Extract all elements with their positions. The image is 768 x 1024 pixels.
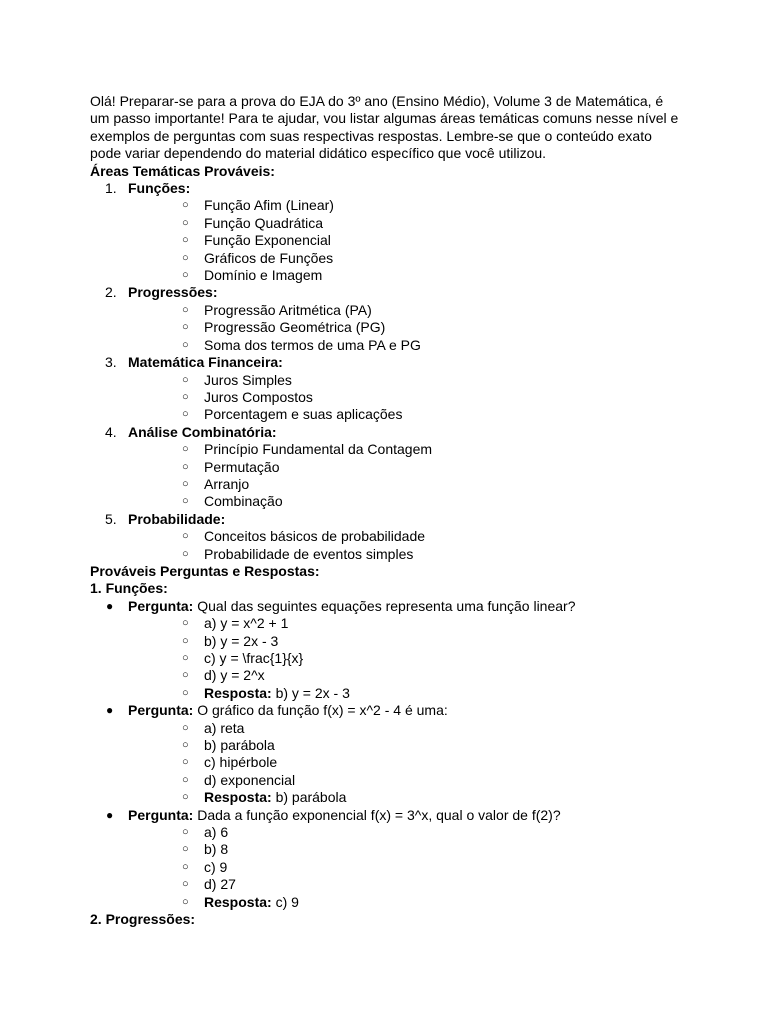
circle-bullet-icon: ○	[182, 495, 189, 508]
list-item-text: Função Exponencial	[204, 232, 331, 249]
answer-label: Resposta:	[204, 684, 272, 701]
answer-label: Resposta:	[204, 789, 272, 806]
list-item-text: Probabilidade de eventos simples	[204, 545, 414, 562]
circle-bullet-icon: ○	[182, 756, 189, 769]
list-item	[128, 772, 686, 789]
list-item	[128, 232, 686, 249]
list-item	[128, 476, 686, 493]
list-item-text: Função Afim (Linear)	[204, 197, 334, 214]
circle-bullet-icon: ○	[182, 269, 189, 282]
list-item	[128, 667, 686, 684]
area-subtopics	[128, 197, 686, 284]
disc-bullet-icon: ●	[106, 598, 114, 613]
area-item	[90, 180, 686, 284]
question-options	[128, 615, 686, 702]
list-item	[128, 250, 686, 267]
document-body	[90, 93, 686, 929]
question-line	[128, 598, 686, 615]
list-item-text: a) y = x^2 + 1	[204, 615, 289, 632]
list-item-text: Progressão Aritmética (PA)	[204, 301, 372, 318]
circle-bullet-icon: ○	[182, 199, 189, 212]
list-item	[128, 528, 686, 545]
list-item-text: Soma dos termos de uma PA e PG	[204, 336, 421, 353]
circle-bullet-icon: ○	[182, 530, 189, 543]
list-item-text: a) 6	[204, 824, 229, 841]
circle-bullet-icon: ○	[182, 826, 189, 839]
answer-item	[128, 789, 686, 806]
disc-bullet-icon: ●	[106, 807, 114, 822]
list-item-text: d) y = 2^x	[204, 667, 265, 684]
list-item	[128, 841, 686, 858]
list-item	[128, 406, 686, 423]
qa-section-2-title: 2. Progressões:	[90, 911, 196, 928]
list-item-text: c) 9	[204, 858, 228, 875]
circle-bullet-icon: ○	[182, 547, 189, 560]
list-item	[128, 876, 686, 893]
list-item-text: Gráficos de Funções	[204, 249, 334, 266]
circle-bullet-icon: ○	[182, 634, 189, 647]
list-item	[128, 267, 686, 284]
circle-bullet-icon: ○	[182, 686, 189, 699]
area-subtopics	[128, 528, 686, 563]
list-item-text: Princípio Fundamental da Contagem	[204, 441, 433, 458]
circle-bullet-icon: ○	[182, 477, 189, 490]
circle-bullet-icon: ○	[182, 460, 189, 473]
list-item-text: c) hipérbole	[204, 754, 278, 771]
list-item-text: d) 27	[204, 876, 236, 893]
circle-bullet-icon: ○	[182, 843, 189, 856]
list-item-text: Progressão Geométrica (PG)	[204, 319, 386, 336]
question-label: Pergunta:	[128, 806, 194, 823]
question-item	[90, 702, 686, 806]
circle-bullet-icon: ○	[182, 321, 189, 334]
area-item	[90, 511, 686, 563]
list-item	[128, 546, 686, 563]
area-title: Probabilidade:	[128, 510, 226, 527]
question-line	[128, 807, 686, 824]
circle-bullet-icon: ○	[182, 251, 189, 264]
list-item-text: Domínio e Imagem	[204, 267, 323, 284]
question-text: Dada a função exponencial f(x) = 3^x, qual o valor de f(2)?	[197, 806, 561, 823]
answer-text: b) y = 2x - 3	[275, 684, 350, 701]
list-item-text: Juros Compostos	[204, 388, 313, 405]
list-item	[128, 650, 686, 667]
area-title: Funções:	[128, 180, 191, 197]
list-item	[128, 302, 686, 319]
question-text: Qual das seguintes equações representa uma função linear?	[197, 597, 576, 614]
list-item-text: Combinação	[204, 493, 283, 510]
area-number: 5.	[105, 510, 117, 527]
list-item	[128, 389, 686, 406]
list-item-text: Conceitos básicos de probabilidade	[204, 528, 426, 545]
list-item-text: Permutação	[204, 458, 280, 475]
area-item	[90, 424, 686, 511]
area-number: 4.	[105, 423, 117, 440]
list-item-text: Juros Simples	[204, 371, 292, 388]
list-item	[128, 372, 686, 389]
circle-bullet-icon: ○	[182, 303, 189, 316]
list-item	[128, 197, 686, 214]
circle-bullet-icon: ○	[182, 895, 189, 908]
area-item	[90, 284, 686, 354]
area-subtopics	[128, 372, 686, 424]
circle-bullet-icon: ○	[182, 373, 189, 386]
list-item-text: Porcentagem e suas aplicações	[204, 406, 403, 423]
list-item-text: c) y = \frac{1}{x}	[204, 650, 304, 666]
circle-bullet-icon: ○	[182, 652, 189, 664]
circle-bullet-icon: ○	[182, 878, 189, 891]
circle-bullet-icon: ○	[182, 338, 189, 351]
circle-bullet-icon: ○	[182, 216, 189, 229]
circle-bullet-icon: ○	[182, 234, 189, 247]
circle-bullet-icon: ○	[182, 390, 189, 403]
circle-bullet-icon: ○	[182, 408, 189, 421]
disc-bullet-icon: ●	[106, 703, 114, 718]
circle-bullet-icon: ○	[182, 791, 189, 804]
list-item	[128, 720, 686, 737]
area-title: Análise Combinatória:	[128, 423, 277, 440]
area-number: 3.	[105, 354, 117, 371]
question-label: Pergunta:	[128, 702, 194, 719]
answer-label: Resposta:	[204, 893, 272, 910]
list-item-text: Função Quadrática	[204, 214, 324, 231]
answer-item	[128, 894, 686, 911]
list-item	[128, 441, 686, 458]
list-item	[128, 859, 686, 876]
question-options	[128, 824, 686, 911]
circle-bullet-icon: ○	[182, 773, 189, 786]
qa-heading: Prováveis Perguntas e Respostas:	[90, 562, 320, 579]
circle-bullet-icon: ○	[182, 721, 189, 734]
list-item	[128, 737, 686, 754]
list-item-text: b) 8	[204, 841, 229, 858]
area-subtopics	[128, 302, 686, 354]
question-label: Pergunta:	[128, 597, 194, 614]
qa-section-1-title: 1. Funções:	[90, 580, 168, 597]
area-number: 1.	[105, 180, 117, 197]
list-item	[128, 459, 686, 476]
questions-list	[90, 598, 686, 911]
area-title: Progressões:	[128, 284, 218, 301]
list-item	[128, 824, 686, 841]
list-item-text: a) reta	[204, 719, 245, 736]
question-options	[128, 720, 686, 807]
list-item-text: Arranjo	[204, 475, 250, 492]
list-item	[128, 633, 686, 650]
list-item	[128, 319, 686, 336]
answer-text: c) 9	[275, 893, 299, 910]
circle-bullet-icon: ○	[182, 669, 189, 682]
areas-heading: Áreas Temáticas Prováveis:	[90, 162, 275, 179]
list-item-text: d) exponencial	[204, 771, 296, 788]
question-line	[128, 702, 686, 719]
area-title: Matemática Financeira:	[128, 354, 283, 371]
list-item	[128, 215, 686, 232]
question-item	[90, 807, 686, 911]
list-item	[128, 754, 686, 771]
circle-bullet-icon: ○	[182, 860, 189, 873]
answer-text: b) parábola	[275, 789, 347, 806]
question-item	[90, 598, 686, 702]
answer-item	[128, 685, 686, 702]
intro-paragraph: Olá! Preparar-se para a prova do EJA do 3º ano (Ensino Médio), Volume 3 de Matemática, é um passo importante! Para te ajudar, vou listar algumas áreas temáticas comuns nesse nível e exemplos de perguntas com suas respectivas respostas. Lembre-se que o conteúdo exato pode variar dependendo do material didático específico que você utilizou.	[90, 93, 679, 162]
circle-bullet-icon: ○	[182, 617, 189, 630]
circle-bullet-icon: ○	[182, 443, 189, 456]
list-item-text: b) y = 2x - 3	[204, 632, 279, 649]
area-subtopics	[128, 441, 686, 511]
areas-list	[90, 180, 686, 563]
list-item	[128, 615, 686, 632]
question-text: O gráfico da função f(x) = x^2 - 4 é uma:	[197, 702, 448, 719]
list-item-text: b) parábola	[204, 737, 275, 754]
area-item	[90, 354, 686, 424]
circle-bullet-icon: ○	[182, 739, 189, 752]
area-number: 2.	[105, 284, 117, 301]
list-item	[128, 337, 686, 354]
list-item	[128, 493, 686, 510]
